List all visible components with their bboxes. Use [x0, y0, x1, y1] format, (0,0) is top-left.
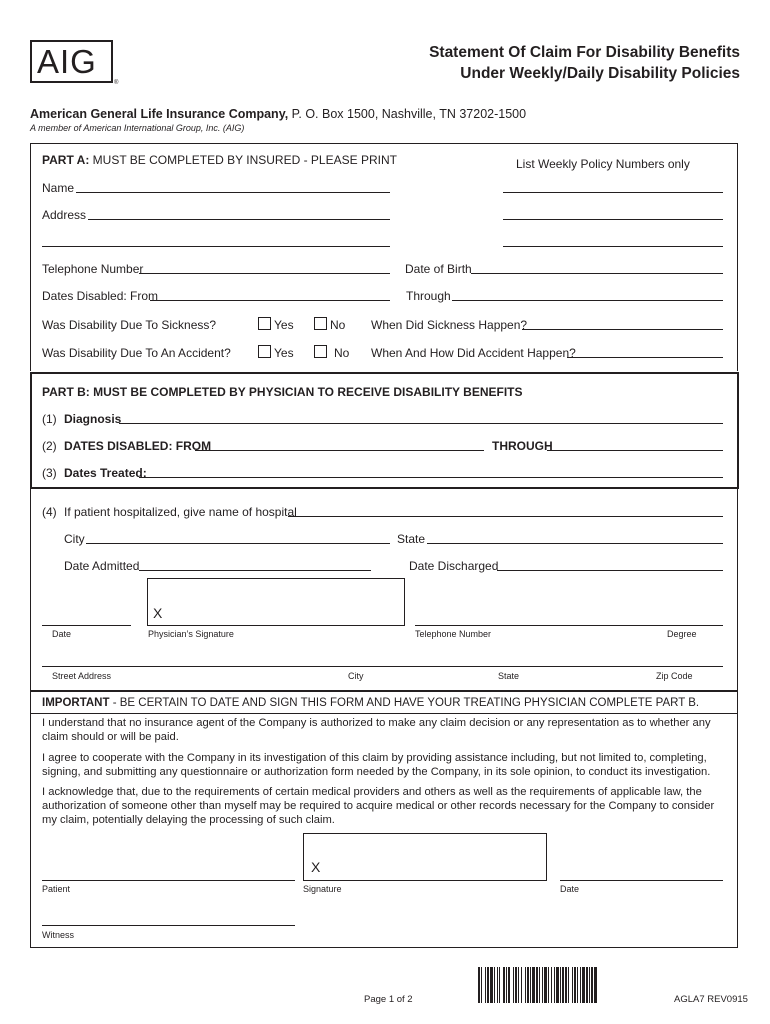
accident-yes-label: Yes: [274, 346, 294, 360]
agreement-paragraph-1: I understand that no insurance agent of the Company is authorized to make any claim decision or any representation as to whether any claim should or will be paid.: [42, 717, 711, 743]
hospital-name-field[interactable]: [288, 516, 723, 517]
important-label: IMPORTANT: [42, 697, 110, 709]
city-caption: City: [348, 671, 364, 681]
sickness-question: Was Disability Due To Sickness?: [42, 318, 217, 332]
witness-caption: Witness: [42, 930, 75, 940]
physician-dates-from-field[interactable]: [195, 450, 484, 451]
dates-disabled-label: Dates Disabled: From: [42, 289, 159, 303]
date-discharged-field[interactable]: [497, 570, 723, 571]
patient-signature-box[interactable]: [303, 833, 547, 881]
street-address-caption: Street Address: [52, 671, 112, 681]
physician-telephone-degree-field[interactable]: [415, 625, 723, 626]
name-field[interactable]: [76, 192, 390, 193]
part-b-title: PART B: MUST BE COMPLETED BY PHYSICIAN TO RECEIVE DISABILITY BENEFITS: [42, 385, 523, 399]
sickness-no-checkbox[interactable]: [314, 317, 327, 330]
zip-code-caption: Zip Code: [656, 671, 693, 681]
dates-treated-number: (3): [42, 466, 57, 480]
agreement-paragraph-3: I acknowledge that, due to the requirements of certain medical providers and others as well as the requirements of applicable law, the authorization of someone other than myself may be required to acquire medical or other records necessary for the Company to consider my claim, potentially delaying the processing of such claim.: [42, 786, 715, 826]
physician-date-caption: Date: [52, 629, 72, 639]
hospital-state-field[interactable]: [427, 543, 723, 544]
agreement-paragraph-2: I agree to cooperate with the Company in its investigation of this claim by providing assistance including, but not limited to, completing, signing, and submitting any questionnaire or authorization form needed by the Company, in its sole opinion, to conduct its investigation.: [42, 752, 711, 778]
member-note: A member of American International Group, Inc. (AIG): [30, 123, 245, 133]
part-a-label: PART A:: [42, 153, 90, 167]
registered-mark-icon: ®: [114, 80, 119, 86]
form-title-line-1: Statement Of Claim For Disability Benefits: [429, 44, 740, 61]
part-a-title: [42, 153, 397, 167]
aig-logo: [30, 40, 113, 83]
accident-no-checkbox[interactable]: [314, 345, 327, 358]
physician-degree-caption: Degree: [667, 629, 697, 639]
date-admitted-label: Date Admitted: [64, 559, 140, 573]
patient-caption: Patient: [42, 884, 71, 894]
physician-through-label: THROUGH: [492, 439, 553, 453]
barcode-icon: [478, 967, 660, 1003]
name-label: Name: [42, 181, 75, 195]
sickness-yes-label: Yes: [274, 318, 294, 332]
physician-dates-through-field[interactable]: [547, 450, 723, 451]
when-accident-field[interactable]: [567, 357, 723, 358]
date-of-birth-field[interactable]: [471, 273, 723, 274]
accident-no-label: No: [334, 346, 350, 360]
diagnosis-field[interactable]: [119, 423, 723, 424]
accident-yes-checkbox[interactable]: [258, 345, 271, 358]
sickness-yes-checkbox[interactable]: [258, 317, 271, 330]
policy-number-field-2[interactable]: [503, 219, 723, 220]
patient-name-field[interactable]: [42, 880, 295, 881]
accident-question: Was Disability Due To An Accident?: [42, 346, 231, 360]
part-a-instruction: MUST BE COMPLETED BY INSURED - PLEASE PRINT: [89, 153, 397, 167]
address-label: Address: [42, 208, 87, 222]
when-sickness-label: When Did Sickness Happen?: [371, 318, 528, 332]
patient-signature-x-mark: X: [311, 859, 321, 875]
page-number: Page 1 of 2: [364, 994, 413, 1005]
date-discharged-label: Date Discharged: [409, 559, 499, 573]
state-caption: State: [498, 671, 520, 681]
dates-disabled-through-field[interactable]: [452, 300, 723, 301]
dates-treated-label: Dates Treated:: [64, 466, 147, 480]
date-admitted-field[interactable]: [139, 570, 371, 571]
dates-treated-field[interactable]: [139, 477, 723, 478]
physician-date-field[interactable]: [42, 625, 131, 626]
form-title-line-2: Under Weekly/Daily Disability Policies: [460, 65, 740, 82]
physician-signature-x-mark: X: [153, 605, 163, 621]
important-heading-bar: [30, 713, 738, 714]
aig-logo-text: AIG: [37, 43, 97, 80]
physician-signature-caption: Physician’s Signature: [148, 629, 234, 639]
diagnosis-label: Diagnosis: [64, 412, 122, 426]
form-code: AGLA7 REV0915: [674, 994, 748, 1005]
policy-numbers-label: List Weekly Policy Numbers only: [516, 157, 690, 171]
physician-telephone-caption: Telephone Number: [415, 629, 492, 639]
when-accident-label: When And How Did Accident Happen?: [371, 346, 576, 360]
important-heading: [42, 697, 699, 709]
physician-address-field[interactable]: [42, 666, 723, 667]
dates-disabled-number: (2): [42, 439, 57, 453]
telephone-label: Telephone Number: [42, 262, 144, 276]
witness-field[interactable]: [42, 925, 295, 926]
physician-dates-disabled-label: DATES DISABLED: FROM: [64, 439, 212, 453]
telephone-field[interactable]: [139, 273, 390, 274]
hospital-city-field[interactable]: [86, 543, 390, 544]
address-field-1[interactable]: [88, 219, 390, 220]
when-sickness-field[interactable]: [522, 329, 723, 330]
patient-date-caption: Date: [560, 884, 580, 894]
through-label: Through: [406, 289, 451, 303]
patient-date-field[interactable]: [560, 880, 723, 881]
company-address: P. O. Box 1500, Nashville, TN 37202-1500: [288, 107, 527, 121]
patient-signature-caption: Signature: [303, 884, 342, 894]
physician-signature-box[interactable]: [147, 578, 405, 626]
important-instruction: - BE CERTAIN TO DATE AND SIGN THIS FORM AND HAVE YOUR TREATING PHYSICIAN COMPLETE PART B.: [109, 697, 700, 709]
hospital-label: If patient hospitalized, give name of hospital: [64, 505, 297, 519]
diagnosis-number: (1): [42, 412, 57, 426]
dates-disabled-from-field[interactable]: [150, 300, 390, 301]
policy-number-field-1[interactable]: [503, 192, 723, 193]
company-line: [30, 107, 526, 121]
hospital-state-label: State: [397, 532, 426, 546]
hospital-city-label: City: [64, 532, 85, 546]
address-field-2[interactable]: [42, 246, 390, 247]
date-of-birth-label: Date of Birth: [405, 262, 472, 276]
company-name: American General Life Insurance Company,: [30, 107, 289, 121]
policy-number-field-3[interactable]: [503, 246, 723, 247]
part-a-section: [30, 143, 738, 371]
hospital-number: (4): [42, 505, 57, 519]
sickness-no-label: No: [330, 318, 346, 332]
